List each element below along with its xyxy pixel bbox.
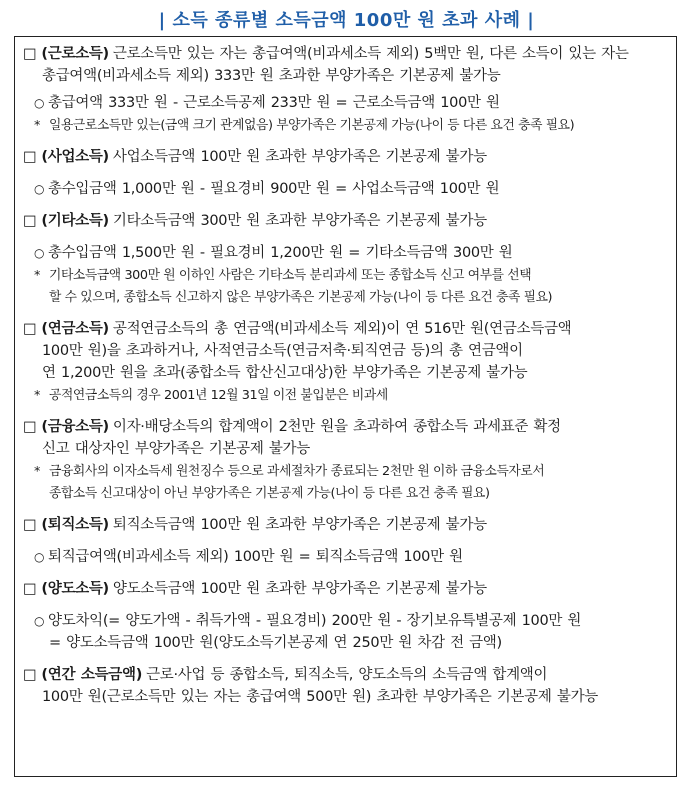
section-text: 100만 원(근로소득만 있는 자는 총급여액 500만 원) 초과한 부양가족은 기본공제 불가능 <box>42 689 598 705</box>
example-text: = 양도소득금액 100만 원(양도소득기본공제 연 250만 원 차감 전 금액) <box>49 635 502 651</box>
section-category: (사업소득) <box>41 149 109 165</box>
section-text: 근로·사업 등 종합소득, 퇴직소득, 양도소득의 소득금액 합계액이 <box>146 667 548 683</box>
note-text: 금융회사의 이자소득세 원천징수 등으로 과세절차가 종료되는 2천만 원 이하 금융소득자로서 <box>49 464 545 479</box>
circle-bullet: ○ <box>34 246 45 260</box>
note-text: 공적연금소득의 경우 2001년 12월 31일 이전 불입분은 비과세 <box>49 388 388 403</box>
star-bullet: * <box>34 464 40 479</box>
square-bullet: □ <box>23 46 37 62</box>
square-bullet: □ <box>23 517 37 533</box>
section-category: (금융소득) <box>41 419 109 435</box>
section-category: (연금소득) <box>41 321 109 337</box>
circle-bullet: ○ <box>34 96 45 110</box>
square-bullet: □ <box>23 581 37 597</box>
section-category: (양도소득) <box>41 581 109 597</box>
star-bullet: * <box>34 268 40 283</box>
section-transfer-income <box>23 578 668 654</box>
section-retirement-income <box>23 514 668 568</box>
section-other-income <box>23 210 668 308</box>
example-text: 총수입금액 1,500만 원 - 필요경비 1,200만 원 = 기타소득금액 300만 원 <box>48 245 513 261</box>
square-bullet: □ <box>23 419 37 435</box>
section-text: 신고 대상자인 부양가족은 기본공제 불가능 <box>42 441 310 457</box>
circle-bullet: ○ <box>34 614 45 628</box>
example-text: 양도차익(= 양도가액 - 취득가액 - 필요경비) 200만 원 - 장기보유특별공제 100만 원 <box>48 613 582 629</box>
square-bullet: □ <box>23 149 37 165</box>
section-annual-income <box>23 664 668 708</box>
note-text: 일용근로소득만 있는(금액 크기 관계없음) 부양가족은 기본공제 가능(나이 등 다른 요건 충족 필요) <box>49 118 575 133</box>
section-financial-income <box>23 416 668 504</box>
square-bullet: □ <box>23 667 37 683</box>
section-text: 기타소득금액 300만 원 초과한 부양가족은 기본공제 불가능 <box>112 213 487 229</box>
section-text: 이자·배당소득의 합계액이 2천만 원을 초과하여 종합소득 과세표준 확정 <box>112 419 561 435</box>
example-text: 총급여액 333만 원 - 근로소득공제 233만 원 = 근로소득금액 100만 원 <box>48 95 500 111</box>
section-pension-income <box>23 318 668 406</box>
note-text: 할 수 있으며, 종합소득 신고하지 않은 부양가족은 기본공제 가능(나이 등 다른 요건 충족 필요) <box>49 290 553 305</box>
section-category: (기타소득) <box>41 213 109 229</box>
section-text: 총급여액(비과세소득 제외) 333만 원 초과한 부양가족은 기본공제 불가능 <box>42 68 501 84</box>
content-box <box>14 36 677 777</box>
section-category: (연간 소득금액) <box>41 667 143 683</box>
section-text: 연 1,200만 원을 초과(종합소득 합산신고대상)한 부양가족은 기본공제 불가능 <box>42 365 528 381</box>
section-text: 퇴직소득금액 100만 원 초과한 부양가족은 기본공제 불가능 <box>112 517 487 533</box>
section-text: 양도소득금액 100만 원 초과한 부양가족은 기본공제 불가능 <box>112 581 487 597</box>
section-text: 근로소득만 있는 자는 총급여액(비과세소득 제외) 5백만 원, 다른 소득이 있는 자는 <box>112 46 629 62</box>
square-bullet: □ <box>23 321 37 337</box>
star-bullet: * <box>34 388 40 403</box>
section-category: (근로소득) <box>41 46 109 62</box>
star-bullet: * <box>34 118 40 133</box>
note-text: 종합소득 신고대상이 아닌 부양가족은 기본공제 가능(나이 등 다른 요건 충족 필요) <box>49 486 490 501</box>
section-earned-income <box>23 43 668 136</box>
note-text: 기타소득금액 300만 원 이하인 사람은 기타소득 분리과세 또는 종합소득 신고 여부를 선택 <box>49 268 532 283</box>
section-text: 공적연금소득의 총 연금액(비과세소득 제외)이 연 516만 원(연금소득금액 <box>112 321 572 337</box>
square-bullet: □ <box>23 213 37 229</box>
circle-bullet: ○ <box>34 550 45 564</box>
example-text: 총수입금액 1,000만 원 - 필요경비 900만 원 = 사업소득금액 100만 원 <box>48 181 500 197</box>
section-business-income <box>23 146 668 200</box>
section-text: 사업소득금액 100만 원 초과한 부양가족은 기본공제 불가능 <box>112 149 487 165</box>
example-text: 퇴직급여액(비과세소득 제외) 100만 원 = 퇴직소득금액 100만 원 <box>48 549 463 565</box>
section-category: (퇴직소득) <box>41 517 109 533</box>
circle-bullet: ○ <box>34 182 45 196</box>
section-text: 100만 원)을 초과하거나, 사적연금소득(연금저축·퇴직연금 등)의 총 연금액이 <box>42 343 523 359</box>
page-title: | 소득 종류별 소득금액 100만 원 초과 사례 | <box>158 10 535 31</box>
